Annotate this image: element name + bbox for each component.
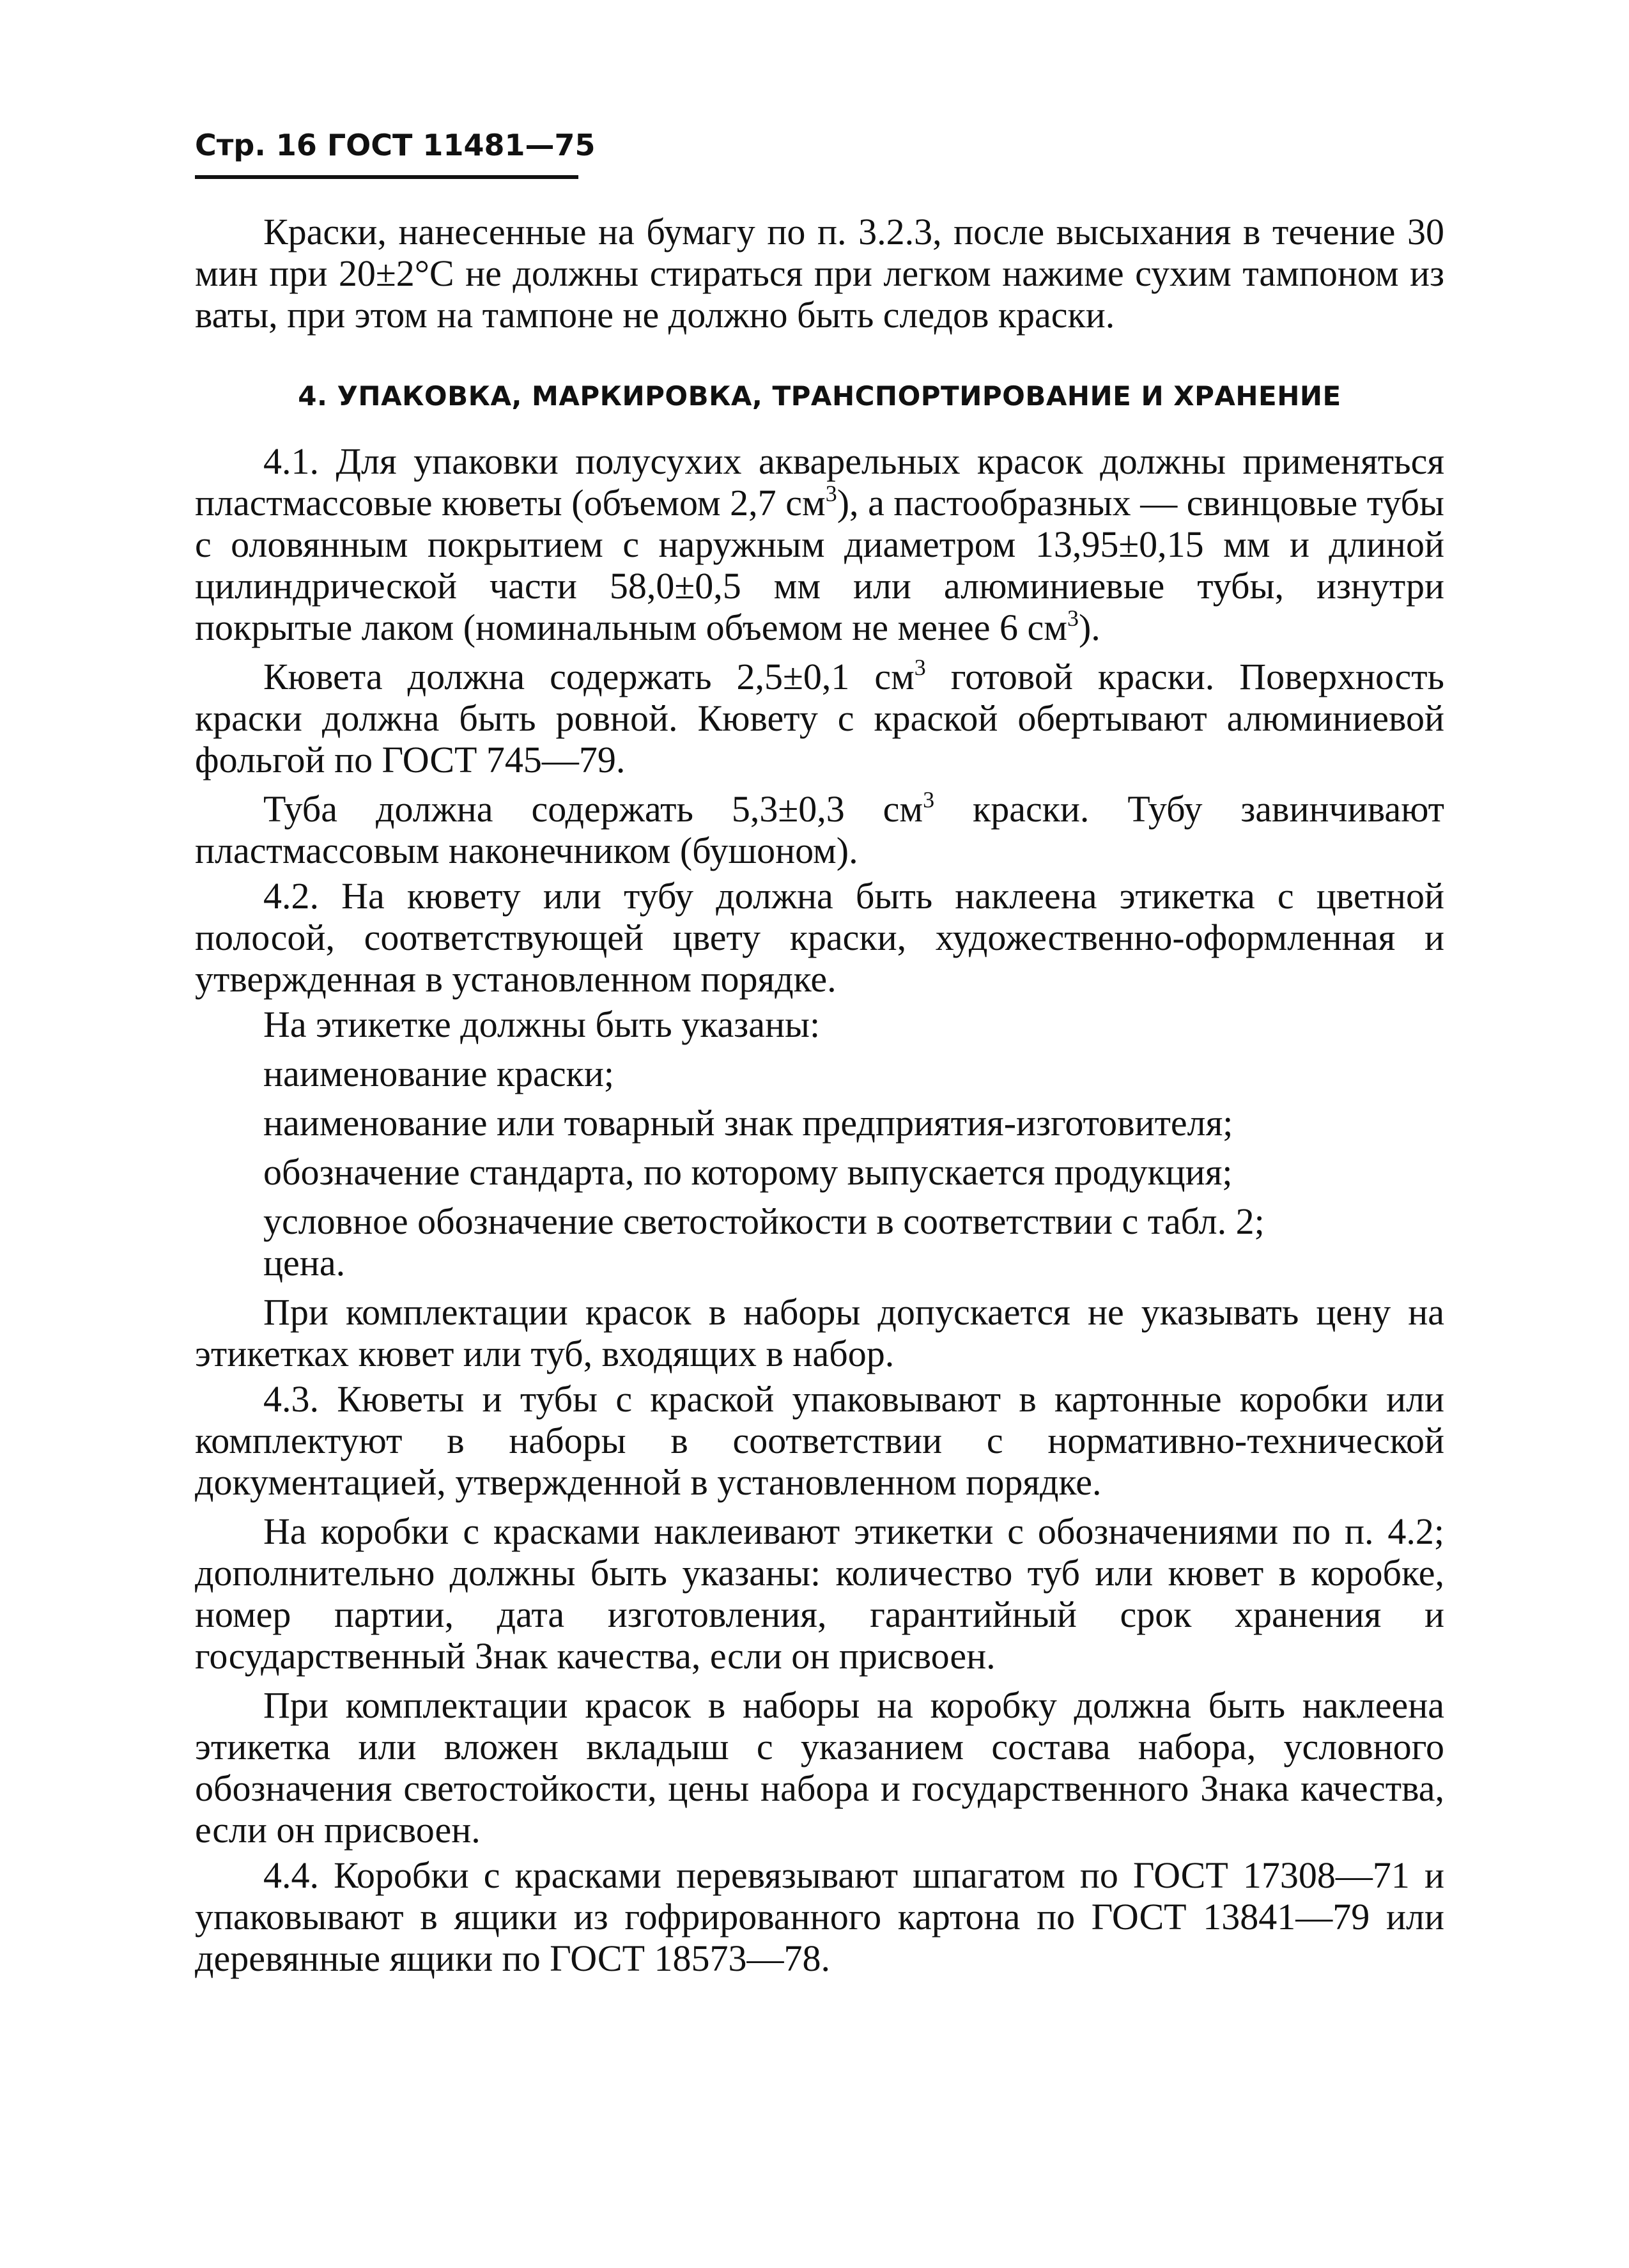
superscript: 3 — [914, 655, 926, 680]
list-item: наименование или товарный знак предприятия-изготовителя; — [263, 1102, 1233, 1144]
paragraph-kyuveta — [195, 656, 1444, 781]
text-segment: готовой краски. Поверхность краски должна быть ровной. Кювету с краской обертывают алюминиевой фольгой по ГОСТ 745—79. — [195, 656, 1444, 781]
paragraph-4-3: 4.3. Кюветы и тубы с краской упаковывают в картонные коробки или комплектуют в наборы в соответствии с нормативно-технической документацией, утвержденной в установленном порядке. — [195, 1378, 1444, 1503]
paragraph-4-2: 4.2. На кювету или тубу должна быть наклеена этикетка с цветной полосой, соответствующей цвету краски, художественно-оформленная и утвержденная в установленном порядке. — [195, 875, 1444, 1000]
paragraph-4-4: 4.4. Коробки с красками перевязывают шпагатом по ГОСТ 17308—71 и упаковывают в ящики из гофрированного картона по ГОСТ 13841—79 или деревянные ящики по ГОСТ 18573—78. — [195, 1854, 1444, 1979]
superscript: 3 — [923, 787, 935, 812]
header-rule — [195, 175, 578, 179]
superscript: 3 — [1067, 605, 1079, 631]
list-item: наименование краски; — [263, 1053, 614, 1094]
document-body — [195, 211, 1444, 1979]
section-title: 4. УПАКОВКА, МАРКИРОВКА, ТРАНСПОРТИРОВАНИЕ И ХРАНЕНИЕ — [298, 380, 1341, 412]
paragraph-box-labels: На коробки с красками наклеивают этикетки с обозначениями по п. 4.2; дополнительно должны быть указаны: количество туб или кювет в коробке, номер партии, дата изготовления, гарантийный срок хранения и государственный Знак качества, если он присвоен. — [195, 1511, 1444, 1677]
text-segment: Кювета должна содержать 2,5±0,1 см — [263, 656, 915, 697]
text-segment: Туба должна содержать 5,3±0,3 см — [263, 788, 923, 830]
list-item: обозначение стандарта, по которому выпускается продукция; — [263, 1151, 1233, 1193]
list-item: цена. — [263, 1242, 346, 1284]
superscript: 3 — [825, 481, 837, 506]
page-header: Стр. 16 ГОСТ 11481—75 — [195, 128, 596, 162]
paragraph-label-intro: На этикетке должны быть указаны: — [263, 1004, 821, 1045]
paragraph-tuba — [195, 788, 1444, 871]
paragraph-4-1 — [195, 440, 1444, 648]
paragraph-price-note: При комплектации красок в наборы допускается не указывать цену на этикетках кювет или туб, входящих в набор. — [195, 1291, 1444, 1374]
text-segment: 4.1. Для упаковки полусухих акварельных красок должны применяться пластмассовые кюветы (объемом 2,7 см — [195, 440, 1444, 524]
list-item: условное обозначение светостойкости в соответствии с табл. 2; — [263, 1200, 1265, 1242]
text-segment: краски. Тубу завинчивают пластмассовым наконечником (бушоном). — [195, 788, 1445, 871]
text-segment: ), а пастообразных — свинцовые тубы с оловянным покрытием с наружным диаметром 13,95±0,15 мм и длиной цилиндрической части 58,0±0,5 мм или алюминиевые тубы, изнутри покрытые лаком (номинальным объемом не менее 6 см — [195, 482, 1444, 648]
text-segment: ). — [1078, 607, 1100, 648]
paragraph-set-labels: При комплектации красок в наборы на коробку должна быть наклеена этикетка или вложен вкладыш с указанием состава набора, условного обозначения светостойкости, цены набора и государственного Знака качества, если он присвоен. — [195, 1684, 1444, 1851]
paragraph-drying: Краски, нанесенные на бумагу по п. 3.2.3, после высыхания в течение 30 мин при 20±2°С не должны стираться при легком нажиме сухим тампоном из ваты, при этом на тампоне не должно быть следов краски. — [195, 211, 1444, 336]
